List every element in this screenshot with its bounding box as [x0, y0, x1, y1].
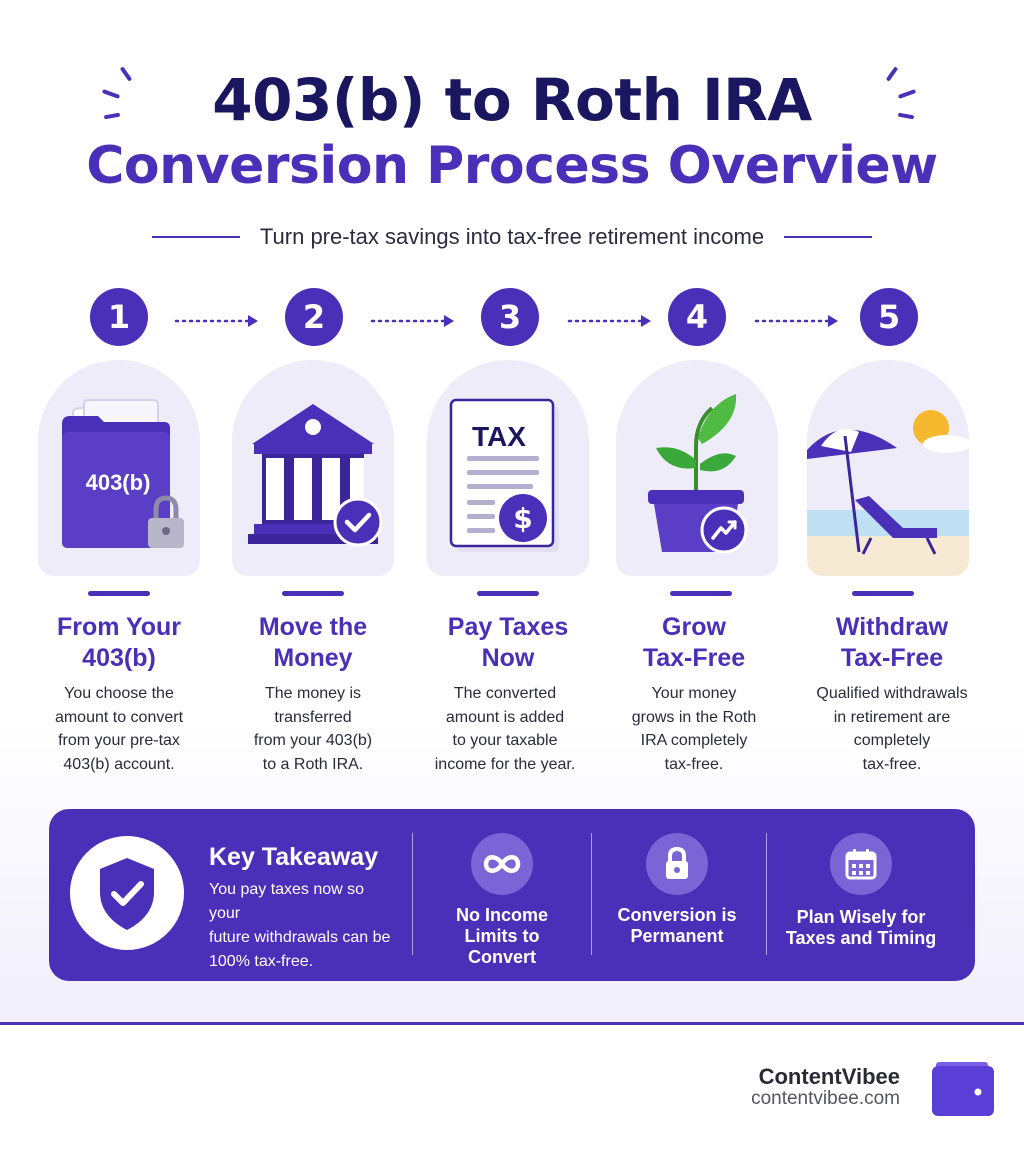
shield-check-icon [70, 836, 184, 950]
step-2-title: Move the Money [258, 613, 368, 672]
takeaway-conversion-permanent [605, 833, 749, 947]
folder-lock-icon [38, 360, 200, 576]
takeaway-label: No Income Limits to Convert [455, 905, 548, 967]
calendar-icon [830, 833, 892, 895]
folder-label: 403(b) [85, 470, 151, 495]
beach-umbrella-icon [807, 360, 969, 576]
step-2-description: The money is transferred from your 403(b) to a Roth IRA. [253, 685, 373, 773]
wallet-logo-icon [930, 1060, 996, 1118]
step-4-number: 4 [668, 288, 726, 346]
subtitle-rule-left [152, 236, 240, 238]
step-3-divider [477, 591, 539, 596]
dotted-arrow-icon [370, 313, 456, 329]
step-5-divider [852, 591, 914, 596]
tax-document-icon [427, 360, 589, 576]
lock-icon [646, 833, 708, 895]
step-1-description: You choose the amount to convert from your pre-tax 403(b) account. [54, 685, 184, 773]
step-5-description: Qualified withdrawals in retirement are completely tax-free. [816, 685, 968, 773]
step-3-title: Pay Taxes Now [447, 613, 569, 672]
subtitle-rule-right [784, 236, 872, 238]
step-3-card [427, 360, 589, 576]
takeaway-divider [412, 833, 413, 955]
step-1-number: 1 [90, 288, 148, 346]
step-1-title: From Your 403(b) [56, 613, 182, 672]
plant-growth-icon [616, 360, 778, 576]
takeaway-no-income-limits [432, 833, 572, 968]
takeaway-text: You pay taxes now so your future withdrawals can be 100% tax-free. [209, 881, 391, 970]
takeaway-divider [591, 833, 592, 955]
takeaway-label: Conversion is Permanent [617, 905, 737, 946]
step-3-description: The converted amount is added to your taxable income for the year. [434, 685, 576, 773]
subtitle-row [0, 222, 1024, 252]
brand-url: contentvibee.com [751, 1088, 900, 1109]
step-4-description: Your money grows in the Roth IRA completely tax-free. [631, 685, 757, 773]
step-1-divider [88, 591, 150, 596]
dotted-arrow-icon [174, 313, 260, 329]
step-1-card [38, 360, 200, 576]
infinity-icon [471, 833, 533, 895]
step-5-card [807, 360, 969, 576]
step-2-card [232, 360, 394, 576]
step-2-divider [282, 591, 344, 596]
bank-check-icon [232, 360, 394, 576]
takeaway-label: Plan Wisely for Taxes and Timing [785, 907, 937, 948]
step-4-divider [670, 591, 732, 596]
step-4-title: Grow Tax-Free [642, 613, 746, 672]
step-5-number: 5 [860, 288, 918, 346]
footer-divider [0, 1022, 1024, 1025]
key-takeaway-panel [49, 809, 975, 981]
svg-text:$: $ [513, 502, 533, 535]
brand-name: ContentVibee [758, 1064, 900, 1089]
tax-doc-label: TAX [472, 421, 526, 452]
dotted-arrow-icon [754, 313, 840, 329]
step-2-number: 2 [285, 288, 343, 346]
dotted-arrow-icon [567, 313, 653, 329]
takeaway-divider [766, 833, 767, 955]
page-title-line-2: Conversion Process Overview [86, 136, 938, 196]
step-5-title: Withdraw Tax-Free [835, 613, 949, 672]
takeaway-title: Key Takeaway [209, 843, 379, 871]
step-4-card [616, 360, 778, 576]
subtitle: Turn pre-tax savings into tax-free retirement income [259, 224, 765, 249]
page-title-line-1: 403(b) to Roth IRA [212, 66, 812, 134]
takeaway-plan-wisely [781, 833, 941, 949]
step-3-number: 3 [481, 288, 539, 346]
